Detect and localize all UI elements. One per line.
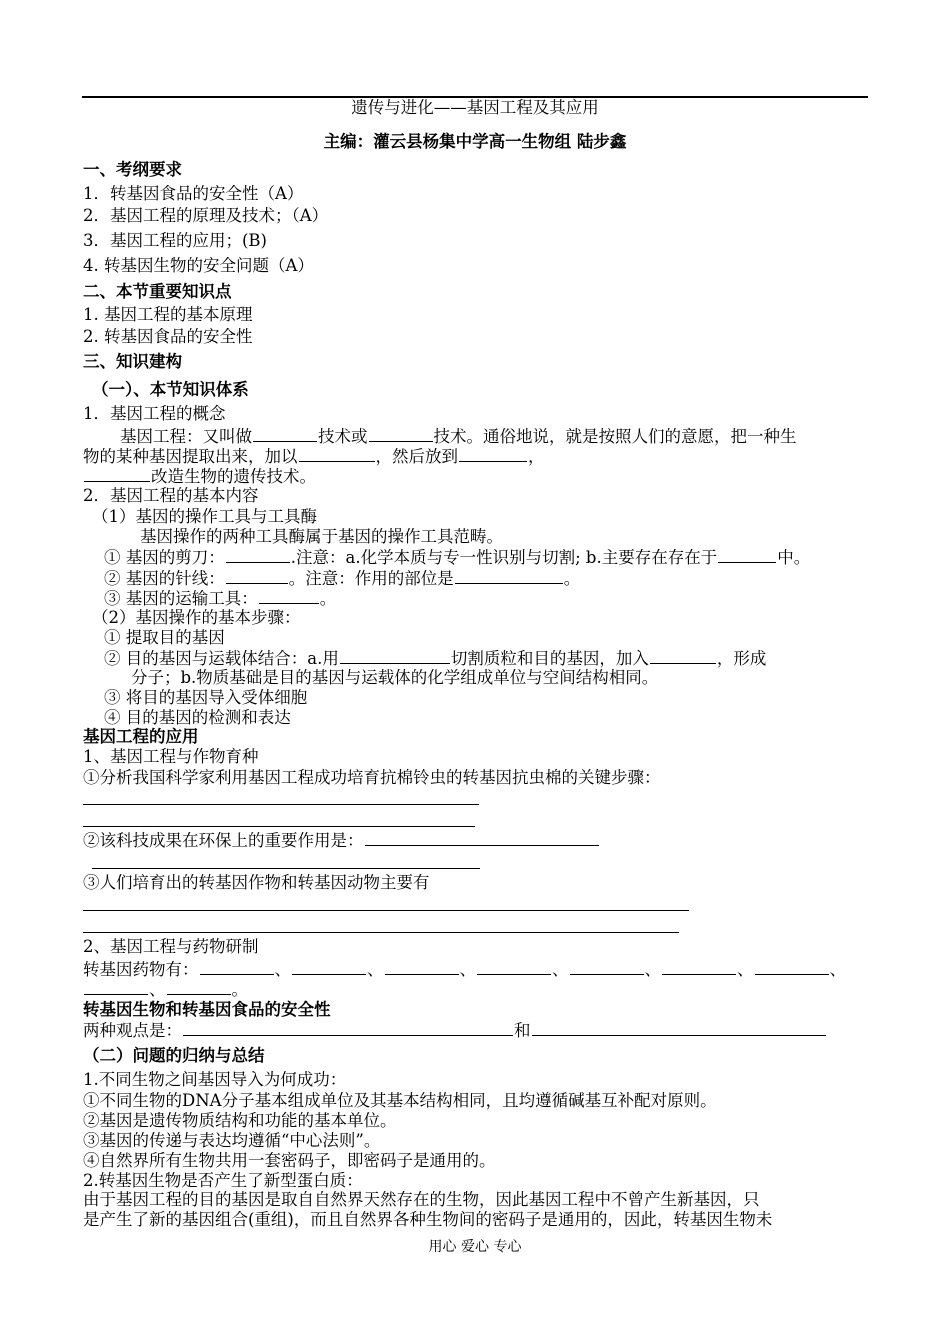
blank[interactable]	[292, 959, 366, 975]
summary-heading: （二）问题的归纳与总结	[83, 1046, 265, 1065]
crop-q3: ③人们培育出的转基因作物和转基因动物主要有	[83, 873, 430, 892]
blank[interactable]	[477, 959, 551, 975]
tools-intro: 基因操作的两种工具酶属于基因的操作工具范畴。	[140, 527, 503, 546]
blank[interactable]	[532, 1020, 826, 1036]
blank[interactable]	[365, 830, 599, 846]
summary-q2: 2.转基因生物是否产生了新型蛋白质：	[83, 1171, 363, 1190]
sec1-item-4: 4. 转基因生物的安全问题（A）	[83, 256, 314, 275]
answer-line[interactable]	[83, 932, 679, 933]
step-2: ② 目的基因与运载体结合：a.用 切割质粒和目的基因，加入 ，形成	[104, 649, 767, 668]
content-title: 2．基因工程的基本内容	[83, 486, 259, 505]
blank[interactable]	[340, 648, 450, 664]
concept-line-3: 改造生物的遗传技术。	[83, 466, 316, 487]
summary-a2: ②基因是遗传物质结构和功能的基本单位。	[83, 1111, 397, 1130]
blank[interactable]	[299, 446, 375, 462]
sec1-item-3: 3．基因工程的应用；(B)	[83, 231, 267, 250]
sec3-heading: 三、知识建构	[83, 352, 182, 371]
app-heading: 基因工程的应用	[83, 727, 199, 746]
step-2-cont: 分子；b.物质基础是目的基因与运载体的化学组成单位与空间结构相同。	[131, 668, 659, 687]
summary-a3: ③基因的传递与表达均遵循“中心法则”。	[83, 1131, 381, 1150]
concept-title: 1．基因工程的概念	[83, 404, 226, 423]
drug-title: 2、基因工程与药物研制	[83, 937, 259, 956]
blank[interactable]	[259, 588, 319, 604]
answer-line[interactable]	[83, 826, 475, 827]
drug-line-1: 转基因药物有： 、 、 、 、 、 、 、	[83, 960, 846, 979]
step-1: ① 提取目的基因	[104, 628, 225, 647]
document-title: 遗传与进化——基因工程及其应用	[351, 98, 599, 117]
sec3-sub1: （一）、本节知识体系	[92, 380, 249, 399]
drug-line-2: 、 。	[83, 979, 248, 1000]
steps-title: （2）基因操作的基本步骤：	[92, 608, 301, 627]
summary-p1: 由于基因工程的目的基因是取自自然界天然存在的生物，因此基因工程中不曾产生新基因，只	[83, 1190, 760, 1209]
sec2-item-1: 1. 基因工程的基本原理	[83, 305, 253, 324]
step-3: ③ 将目的基因导入受体细胞	[104, 688, 308, 707]
tool-1: ① 基因的剪刀： .注意：a.化学本质与专一性识别与切割; b.主要存在存在于 中。	[104, 548, 811, 567]
editor-line: 主编：灌云县杨集中学高一生物组 陆步鑫	[323, 132, 627, 151]
summary-p2: 是产生了新的基因组合(重组)，而且自然界各种生物间的密码子是通用的，因此，转基因生物未	[83, 1210, 773, 1229]
blank[interactable]	[84, 979, 148, 995]
tool-2: ② 基因的针线： 。注意：作用的部位是 。	[104, 569, 581, 588]
sec1-item-1: 1．转基因食品的安全性（A）	[83, 184, 304, 203]
concept-line-2: 物的某种基因提取出来，加以 ，然后放到 ，	[83, 447, 545, 466]
summary-a1: ①不同生物的DNA分子基本组成单位及其基本结构相同，且均遵循碱基互补配对原则。	[83, 1091, 717, 1110]
tool-3: ③ 基因的运输工具： 。	[104, 589, 337, 608]
summary-q1: 1.不同生物之间基因导入为何成功：	[83, 1070, 347, 1089]
crop-q1: ①分析我国科学家利用基因工程成功培育抗棉铃虫的转基因抗虫棉的关键步骤：	[83, 768, 661, 787]
blank[interactable]	[755, 959, 829, 975]
sec2-item-2: 2. 转基因食品的安全性	[83, 327, 253, 346]
blank[interactable]	[459, 446, 527, 462]
crop-q2: ②该科技成果在环保上的重要作用是：	[83, 830, 600, 851]
sec2-heading: 二、本节重要知识点	[83, 282, 232, 301]
safety-heading: 转基因生物和转基因食品的安全性	[83, 1000, 331, 1019]
answer-line[interactable]	[92, 868, 480, 869]
blank[interactable]	[167, 979, 231, 995]
summary-a4: ④自然界所有生物共用一套密码子，即密码子是通用的。	[83, 1151, 496, 1170]
blank[interactable]	[183, 1020, 513, 1036]
blank[interactable]	[226, 568, 288, 584]
safety-views: 两种观点是： 和	[83, 1020, 827, 1041]
step-4: ④ 目的基因的检测和表达	[104, 708, 291, 727]
blank[interactable]	[253, 426, 317, 442]
blank[interactable]	[385, 959, 459, 975]
blank[interactable]	[369, 426, 433, 442]
answer-line[interactable]	[83, 910, 689, 911]
blank[interactable]	[662, 959, 736, 975]
concept-line-1: 基因工程：又叫做 技术或 技术。通俗地说，就是按照人们的意愿，把一种生	[120, 427, 797, 446]
blank[interactable]	[84, 466, 150, 482]
tools-title: （1）基因的操作工具与工具酶	[92, 507, 317, 526]
blank[interactable]	[650, 648, 716, 664]
sec1-heading: 一、考纲要求	[83, 160, 182, 179]
blank[interactable]	[718, 547, 776, 563]
blank[interactable]	[570, 959, 644, 975]
crop-title: 1、基因工程与作物育种	[83, 747, 259, 766]
blank[interactable]	[200, 959, 274, 975]
answer-line[interactable]	[83, 804, 479, 805]
sec1-item-2: 2．基因工程的原理及技术；（A）	[83, 206, 329, 225]
blank[interactable]	[455, 568, 563, 584]
blank[interactable]	[226, 547, 290, 563]
page-footer: 用心 爱心 专心	[428, 1239, 522, 1255]
